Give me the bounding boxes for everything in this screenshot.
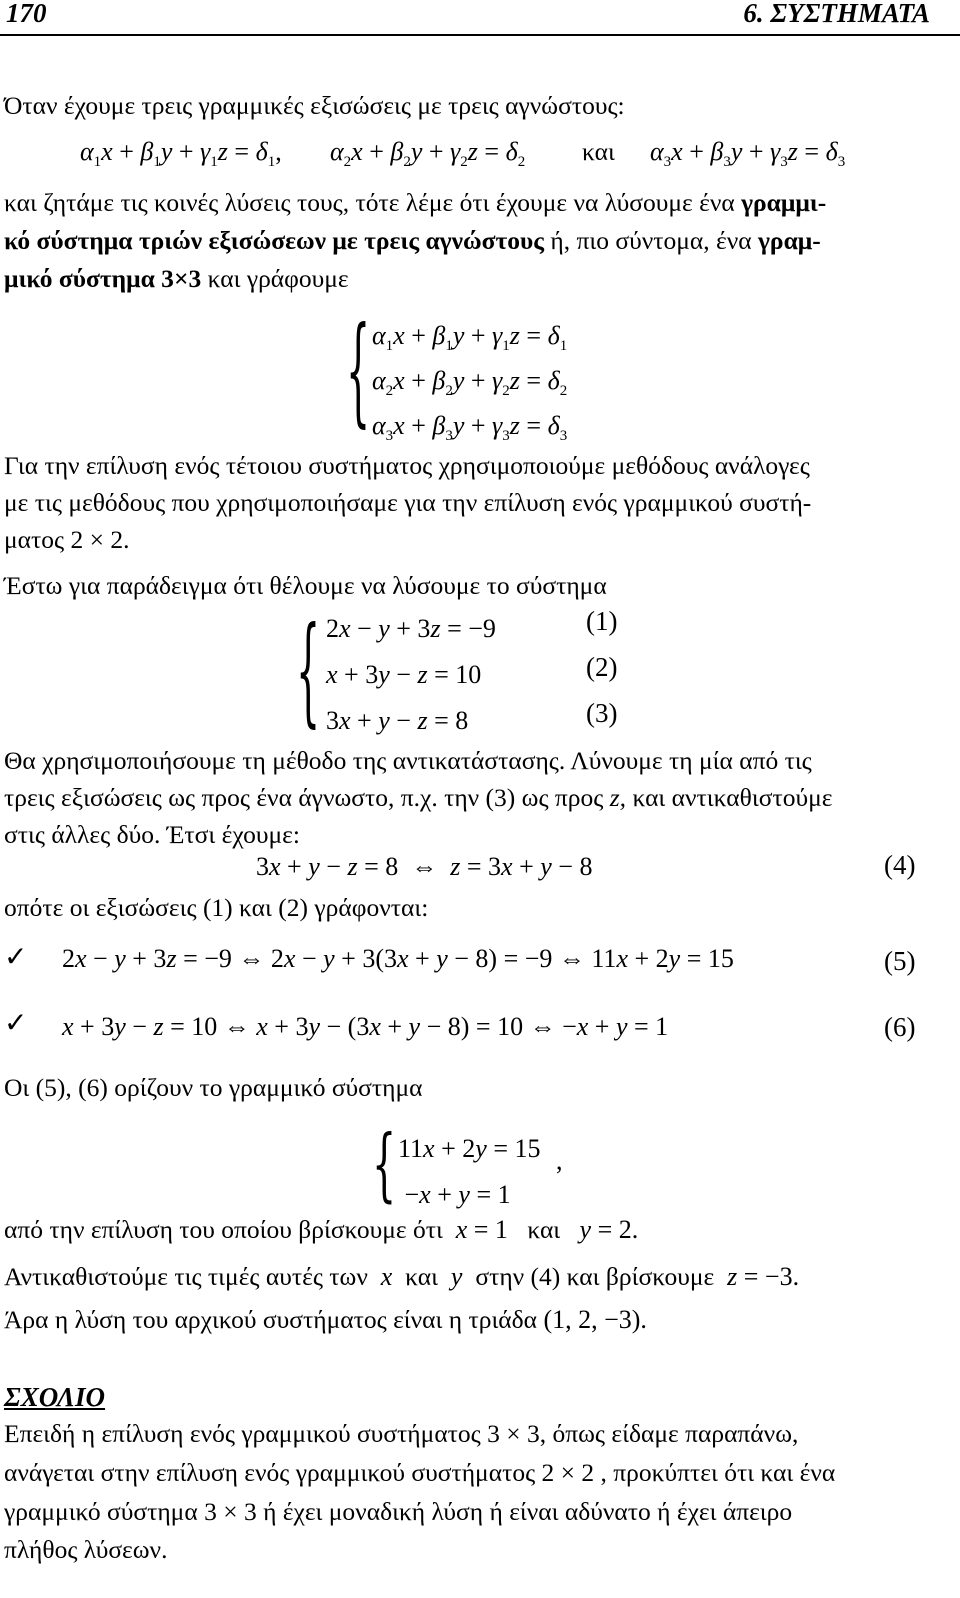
method-line-1: Για την επίλυση ενός τέτοιου συστήματος χρησιμοποιούμε μεθόδους ανάλογες: [4, 451, 810, 480]
intro-equations: $\alpha_1x + \beta_1y + \gamma_1z = \delta_1$, $\alpha_2x + \beta_2y + \gamma_2z = \delta_2$ και $\alpha_3x + \beta_3y + \gamma_3z = \delta_3$: [80, 137, 846, 170]
check-icon: ✓: [4, 940, 28, 973]
subst-line-2: τρεις εξισώσεις ως προς ένα άγνωστο, π.χ. την (3) ως προς z, και αντικαθιστούμε: [4, 783, 833, 812]
intro-line-4: μικό σύστημα 3×3 και γράφουμε: [4, 264, 349, 293]
comment-title: ΣΧΟΛΙΟ: [4, 1382, 106, 1412]
system-2x2: 11x + 2y = 15 −x + y = 1: [398, 1134, 541, 1209]
example-intro: Έστω για παράδειγμα ότι θέλουμε να λύσουμε το σύστημα: [4, 571, 607, 600]
intro-line-2: και ζητάμε τις κοινές λύσεις τους, τότε λέμε ότι έχουμε να λύσουμε ένα γραμμι-: [4, 188, 827, 217]
equation-5: 2x − y + 3z = −9 ⇔ 2x − y + 3(3x + y − 8) = −9 ⇔ 11x + 2y = 15: [62, 944, 734, 973]
comment-line-4: πλήθος λύσεων.: [4, 1535, 168, 1564]
comment-line-2: ανάγεται στην επίλυση ενός γραμμικού συστήματος 2 × 2 , προκύπτει ότι και ένα: [4, 1458, 836, 1487]
example-system: 2x − y + 3z = −9 x + 3y − z = 10 3x + y − z = 8: [326, 614, 496, 735]
comment-line-1: Επειδή η επίλυση ενός γραμμικού συστήματος 3 × 3, όπως είδαμε παραπάνω,: [4, 1419, 799, 1448]
equation-tag-4: (4): [884, 850, 916, 880]
chapter-title: 6. ΣΥΣΤΗΜΑΤΑ: [743, 0, 930, 28]
defines-line: Οι (5), (6) ορίζουν το γραμμικό σύστημα: [4, 1073, 423, 1102]
equation-4: 3x + y − z = 8 ⇔ z = 3x + y − 8: [256, 852, 593, 881]
equation-tag-1: (1): [586, 606, 618, 636]
equation-tag-5: (5): [884, 946, 916, 976]
system-brace-general: {: [346, 302, 371, 439]
intro-line-3: κό σύστημα τριών εξισώσεων με τρεις αγνώστους ή, πιο σύντομα, ένα γραμ-: [4, 226, 821, 255]
system-brace-2x2: {: [372, 1118, 397, 1211]
system-2x2-comma: ,: [556, 1146, 563, 1175]
equations-and: και: [582, 137, 615, 166]
comment-line-3: γραμμικό σύστημα 3 × 3 ή έχει μοναδική λύση ή είναι αδύνατο ή έχει άπειρο: [4, 1497, 793, 1526]
page-number: 170: [6, 0, 47, 28]
header-rule: [0, 34, 960, 36]
substitute-line: Αντικαθιστούμε τις τιμές αυτές των x και y στην (4) και βρίσκουμε z = −3.: [4, 1262, 800, 1291]
subst-line-1: Θα χρησιμοποιήσουμε τη μέθοδο της αντικατάστασης. Λύνουμε τη μία από τις: [4, 746, 812, 775]
method-line-3: ματος 2 × 2.: [4, 525, 130, 554]
solve-line: από την επίλυση του οποίου βρίσκουμε ότι x = 1 και y = 2.: [4, 1215, 639, 1244]
system-brace-example: {: [296, 602, 321, 739]
equation-tag-6: (6): [884, 1012, 916, 1042]
method-line-2: με τις μεθόδους που χρησιμοποιήσαμε για την επίλυση ενός γραμμικού συστή-: [4, 488, 812, 517]
then-line: οπότε οι εξισώσεις (1) και (2) γράφονται:: [4, 893, 429, 922]
equation-tag-3: (3): [586, 698, 618, 728]
general-system: $\alpha_1x + \beta_1y + \gamma_1z = \delta_1$ $\alpha_2x + \beta_2y + \gamma_2z = \delta_2$ $\alpha_3x + \beta_3y + \gamma_3z = \delta_3$: [372, 321, 568, 444]
subst-line-3: στις άλλες δύο. Έτσι έχουμε:: [4, 820, 300, 849]
equation-6: x + 3y − z = 10 ⇔ x + 3y − (3x + y − 8) = 10 ⇔ −x + y = 1: [62, 1012, 669, 1041]
check-icon: ✓: [4, 1006, 28, 1039]
solution-line: Άρα η λύση του αρχικού συστήματος είναι η τριάδα (1, 2, −3).: [4, 1305, 647, 1334]
equation-tag-2: (2): [586, 652, 618, 682]
intro-line-1: Όταν έχουμε τρεις γραμμικές εξισώσεις με τρεις αγνώστους:: [4, 91, 625, 120]
